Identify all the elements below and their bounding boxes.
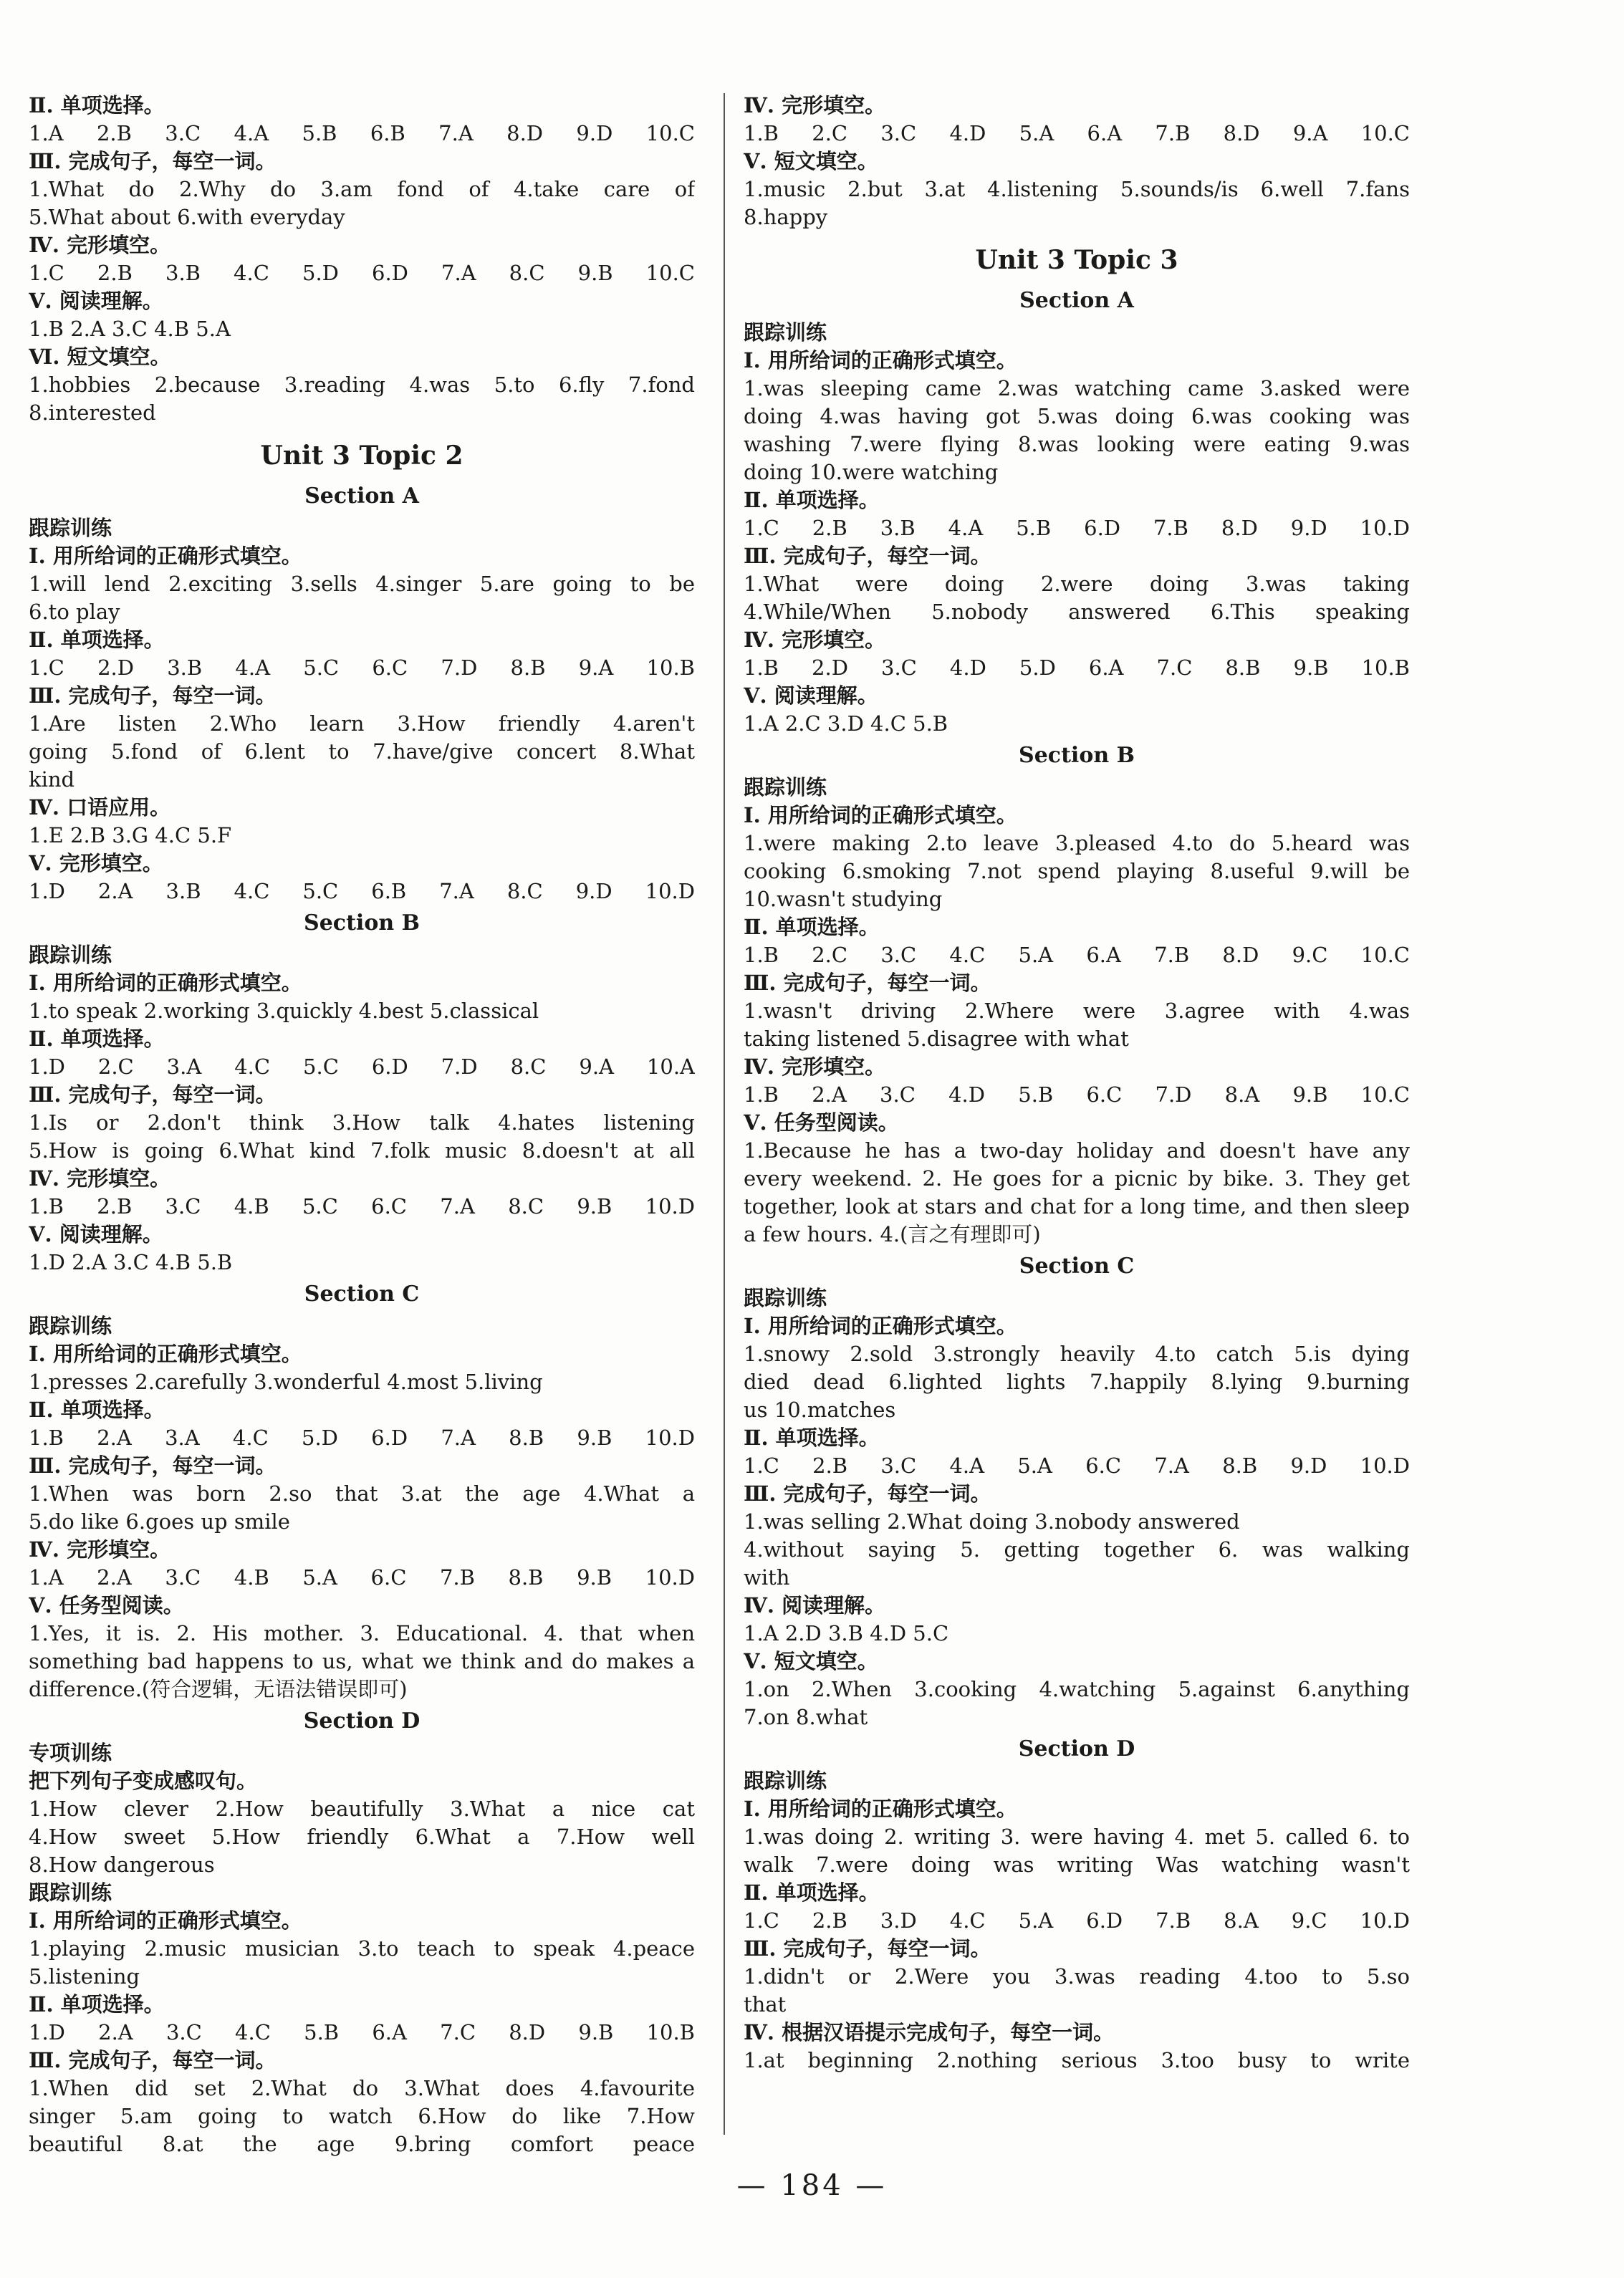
answer-line: 1.wasn't driving 2.Where were 3.agree with 4.was: [744, 999, 1410, 1023]
answer-line: 5.do like 6.goes up smile: [29, 1509, 290, 1534]
exercise-heading: Ⅴ. 短文填空。: [744, 1649, 878, 1673]
answer-line: 1.Is or 2.don't think 3.How talk 4.hates listening: [29, 1110, 695, 1135]
answer-line: 4.without saying 5. getting together 6. was walking: [744, 1537, 1410, 1562]
answer-line: 1.Because he has a two-day holiday and doesn't have any: [744, 1138, 1410, 1163]
exercise-heading: Ⅳ. 完形填空。: [29, 233, 171, 257]
exercise-heading: Ⅲ. 完成句子，每空一词。: [29, 149, 277, 173]
exercise-heading: 把下列句子变成感叹句。: [29, 1769, 258, 1793]
exercise-heading: Ⅳ. 根据汉语提示完成句子，每空一词。: [744, 2020, 1115, 2044]
answer-line: walk 7.were doing was writing Was watching wasn't: [744, 1852, 1410, 1877]
answer-line: 10.wasn't studying: [744, 887, 943, 911]
answer-line: 5.listening: [29, 1964, 140, 1989]
unit-topic-heading: Unit 3 Topic 3: [975, 245, 1178, 275]
answer-line: 5.What about 6.with everyday: [29, 205, 345, 229]
answer-line: 8.interested: [29, 400, 156, 425]
answer-line: 1.didn't or 2.Were you 3.was reading 4.too to 5.so: [744, 1964, 1410, 1989]
answer-line: difference.(符合逻辑，无语法错误即可): [29, 1677, 408, 1701]
answer-line: 1.E 2.B 3.G 4.C 5.F: [29, 823, 232, 847]
answer-line: together, look at stars and chat for a long time, and then sleep: [744, 1194, 1410, 1219]
exercise-heading: 跟踪训练: [29, 1314, 112, 1338]
exercise-heading: 专项训练: [29, 1741, 112, 1765]
answer-line: 1.Are listen 2.Who learn 3.How friendly 4.aren't: [29, 711, 695, 736]
exercise-heading: Ⅲ. 完成句子，每空一词。: [29, 683, 277, 708]
section-heading: Section D: [1018, 1736, 1135, 1762]
column-divider: [724, 93, 725, 2135]
exercise-heading: Ⅰ. 用所给词的正确形式填空。: [744, 1314, 1017, 1338]
exercise-heading: Ⅳ. 完形填空。: [29, 1166, 171, 1191]
exercise-heading: Ⅳ. 口语应用。: [29, 795, 171, 820]
answer-line: 1.A 2.D 3.B 4.D 5.C: [744, 1621, 949, 1645]
exercise-heading: Ⅰ. 用所给词的正确形式填空。: [29, 1342, 302, 1366]
answer-line: 4.While/When 5.nobody answered 6.This speaking: [744, 600, 1410, 624]
section-heading: Section B: [304, 910, 420, 936]
answer-line: 1.music 2.but 3.at 4.listening 5.sounds/is 6.well 7.fans: [744, 177, 1410, 201]
exercise-heading: Ⅱ. 单项选择。: [29, 1992, 165, 2017]
answer-line: beautiful 8.at the age 9.bring comfort peace: [29, 2132, 695, 2156]
right-column: [744, 92, 1410, 2075]
answer-line: 1.Yes, it is. 2. His mother. 3. Educational. 4. that when: [29, 1621, 695, 1645]
answer-line: 1.D 2.A 3.C 4.C 5.B 6.A 7.C 8.D 9.B 10.B: [29, 2020, 695, 2044]
answer-line: kind: [29, 767, 75, 792]
exercise-heading: Ⅰ. 用所给词的正确形式填空。: [29, 971, 302, 995]
exercise-heading: Ⅳ. 完形填空。: [744, 93, 886, 117]
exercise-heading: Ⅰ. 用所给词的正确形式填空。: [744, 348, 1017, 373]
answer-line: doing 10.were watching: [744, 460, 999, 484]
page-number: — 184 —: [736, 2169, 888, 2202]
unit-topic-heading: Unit 3 Topic 2: [260, 441, 463, 471]
answer-line: 1.When was born 2.so that 3.at the age 4.What a: [29, 1481, 695, 1506]
answer-line: 1.D 2.C 3.A 4.C 5.C 6.D 7.D 8.C 9.A 10.A: [29, 1054, 695, 1079]
exercise-heading: Ⅳ. 完形填空。: [29, 1537, 171, 1562]
answer-line: 1.D 2.A 3.C 4.B 5.B: [29, 1250, 233, 1274]
answer-line: 1.snowy 2.sold 3.strongly heavily 4.to catch 5.is dying: [744, 1342, 1410, 1366]
answer-line: doing 4.was having got 5.was doing 6.was cooking was: [744, 404, 1410, 428]
exercise-heading: Ⅰ. 用所给词的正确形式填空。: [29, 544, 302, 568]
exercise-heading: Ⅱ. 单项选择。: [744, 488, 880, 512]
answer-line: 1.A 2.B 3.C 4.A 5.B 6.B 7.A 8.D 9.D 10.C: [29, 121, 695, 145]
answer-line: 1.B 2.A 3.C 4.B 5.A: [29, 317, 231, 341]
exercise-heading: Ⅰ. 用所给词的正确形式填空。: [744, 1797, 1017, 1821]
exercise-heading: Ⅱ. 单项选择。: [29, 93, 165, 117]
answer-line: going 5.fond of 6.lent to 7.have/give concert 8.What: [29, 739, 695, 764]
answer-line: taking listened 5.disagree with what: [744, 1027, 1129, 1051]
exercise-heading: Ⅴ. 短文填空。: [744, 149, 878, 173]
answer-line: 8.happy: [744, 205, 828, 229]
exercise-heading: Ⅲ. 完成句子，每空一词。: [744, 971, 991, 995]
answer-line: died dead 6.lighted lights 7.happily 8.lying 9.burning: [744, 1370, 1410, 1394]
exercise-heading: Ⅴ. 阅读理解。: [29, 1222, 163, 1246]
answer-line: 1.presses 2.carefully 3.wonderful 4.most 5.living: [29, 1370, 543, 1394]
answer-line: 1.hobbies 2.because 3.reading 4.was 5.to 6.fly 7.fond: [29, 373, 695, 397]
exercise-heading: Ⅱ. 单项选择。: [29, 1027, 165, 1051]
answer-line: 1.C 2.B 3.C 4.A 5.A 6.C 7.A 8.B 9.D 10.D: [744, 1453, 1410, 1478]
answer-line: 1.to speak 2.working 3.quickly 4.best 5.classical: [29, 999, 539, 1023]
exercise-heading: Ⅱ. 单项选择。: [29, 628, 165, 652]
exercise-heading: 跟踪训练: [29, 516, 112, 540]
exercise-heading: Ⅵ. 短文填空。: [29, 345, 171, 369]
exercise-heading: 跟踪训练: [744, 775, 827, 799]
answer-line: 1.How clever 2.How beautifully 3.What a nice cat: [29, 1797, 695, 1821]
answer-line: 1.B 2.A 3.A 4.C 5.D 6.D 7.A 8.B 9.B 10.D: [29, 1426, 695, 1450]
section-heading: Section D: [303, 1708, 421, 1734]
exercise-heading: Ⅲ. 完成句子，每空一词。: [29, 1082, 277, 1107]
exercise-heading: 跟踪训练: [744, 320, 827, 345]
answer-line: 1.at beginning 2.nothing serious 3.too busy to write: [744, 2048, 1410, 2072]
exercise-heading: Ⅲ. 完成句子，每空一词。: [29, 1453, 277, 1478]
answer-line: washing 7.were flying 8.was looking were eating 9.was: [744, 432, 1410, 456]
answer-line: 1.D 2.A 3.B 4.C 5.C 6.B 7.A 8.C 9.D 10.D: [29, 879, 695, 903]
answer-line: 4.How sweet 5.How friendly 6.What a 7.How well: [29, 1825, 695, 1849]
exercise-heading: Ⅴ. 任务型阅读。: [744, 1110, 899, 1135]
exercise-heading: Ⅲ. 完成句子，每空一词。: [29, 2048, 277, 2072]
answer-line: 7.on 8.what: [744, 1705, 868, 1729]
section-heading: Section A: [1019, 288, 1134, 313]
answer-line: 1.on 2.When 3.cooking 4.watching 5.against 6.anything: [744, 1677, 1410, 1701]
exercise-heading: Ⅰ. 用所给词的正确形式填空。: [744, 803, 1017, 827]
exercise-heading: Ⅲ. 完成句子，每空一词。: [744, 1481, 991, 1506]
exercise-heading: Ⅴ. 阅读理解。: [29, 289, 163, 313]
answer-line: 1.was selling 2.What doing 3.nobody answered: [744, 1509, 1240, 1534]
section-heading: Section B: [1019, 743, 1135, 768]
answer-line: 1.B 2.C 3.C 4.C 5.A 6.A 7.B 8.D 9.C 10.C: [744, 943, 1410, 967]
exercise-heading: Ⅰ. 用所给词的正确形式填空。: [29, 1908, 302, 1933]
answer-line: 1.B 2.C 3.C 4.D 5.A 6.A 7.B 8.D 9.A 10.C: [744, 121, 1410, 145]
answer-line: 1.What do 2.Why do 3.am fond of 4.take care of: [29, 177, 695, 201]
answer-line: every weekend. 2. He goes for a picnic by bike. 3. They get: [744, 1166, 1410, 1191]
answer-line: us 10.matches: [744, 1398, 896, 1422]
exercise-heading: 跟踪训练: [29, 943, 112, 967]
exercise-heading: Ⅱ. 单项选择。: [29, 1398, 165, 1422]
answer-line: something bad happens to us, what we think and do makes a: [29, 1649, 695, 1673]
answer-line: 1.B 2.B 3.C 4.B 5.C 6.C 7.A 8.C 9.B 10.D: [29, 1194, 695, 1219]
exercise-heading: Ⅴ. 任务型阅读。: [29, 1593, 184, 1618]
section-heading: Section C: [1019, 1254, 1135, 1279]
answer-line: 8.How dangerous: [29, 1852, 215, 1877]
answer-line: 1.were making 2.to leave 3.pleased 4.to do 5.heard was: [744, 831, 1410, 855]
exercise-heading: 跟踪训练: [744, 1286, 827, 1310]
exercise-heading: Ⅳ. 完形填空。: [744, 628, 886, 652]
answer-line: 1.was sleeping came 2.was watching came 3.asked were: [744, 376, 1410, 400]
answer-line: 1.What were doing 2.were doing 3.was taking: [744, 572, 1410, 596]
exercise-heading: Ⅴ. 完形填空。: [29, 851, 163, 875]
answer-line: 1.C 2.D 3.B 4.A 5.C 6.C 7.D 8.B 9.A 10.B: [29, 655, 695, 680]
exercise-heading: 跟踪训练: [29, 1880, 112, 1905]
section-heading: Section A: [304, 484, 419, 509]
answer-line: 5.How is going 6.What kind 7.folk music 8.doesn't at all: [29, 1138, 695, 1163]
answer-line: cooking 6.smoking 7.not spend playing 8.useful 9.will be: [744, 859, 1410, 883]
answer-line: 1.A 2.C 3.D 4.C 5.B: [744, 711, 948, 736]
answer-line: singer 5.am going to watch 6.How do like 7.How: [29, 2104, 695, 2128]
answer-line: 1.will lend 2.exciting 3.sells 4.singer 5.are going to be: [29, 572, 695, 596]
answer-line: 1.playing 2.music musician 3.to teach to speak 4.peace: [29, 1936, 695, 1961]
answer-line: 1.B 2.D 3.C 4.D 5.D 6.A 7.C 8.B 9.B 10.B: [744, 655, 1410, 680]
answer-line: 1.C 2.B 3.B 4.A 5.B 6.D 7.B 8.D 9.D 10.D: [744, 516, 1410, 540]
section-heading: Section C: [304, 1282, 420, 1307]
exercise-heading: 跟踪训练: [744, 1769, 827, 1793]
answer-line: 6.to play: [29, 600, 120, 624]
exercise-heading: Ⅱ. 单项选择。: [744, 1426, 880, 1450]
exercise-heading: Ⅴ. 阅读理解。: [744, 683, 878, 708]
exercise-heading: Ⅲ. 完成句子，每空一词。: [744, 1936, 991, 1961]
exercise-heading: Ⅱ. 单项选择。: [744, 1880, 880, 1905]
left-column: [29, 92, 695, 2158]
answer-line: 1.C 2.B 3.B 4.C 5.D 6.D 7.A 8.C 9.B 10.C: [29, 261, 695, 285]
answer-line: that: [744, 1992, 787, 2017]
answer-line: 1.A 2.A 3.C 4.B 5.A 6.C 7.B 8.B 9.B 10.D: [29, 1565, 695, 1590]
answer-line: 1.C 2.B 3.D 4.C 5.A 6.D 7.B 8.A 9.C 10.D: [744, 1908, 1410, 1933]
exercise-heading: Ⅳ. 阅读理解。: [744, 1593, 886, 1618]
exercise-heading: Ⅲ. 完成句子，每空一词。: [744, 544, 991, 568]
answer-line: with: [744, 1565, 790, 1590]
answer-line: 1.B 2.A 3.C 4.D 5.B 6.C 7.D 8.A 9.B 10.C: [744, 1082, 1410, 1107]
answer-line: 1.When did set 2.What do 3.What does 4.favourite: [29, 2076, 695, 2100]
answer-line: a few hours. 4.(言之有理即可): [744, 1222, 1041, 1246]
exercise-heading: Ⅱ. 单项选择。: [744, 915, 880, 939]
exercise-heading: Ⅳ. 完形填空。: [744, 1054, 886, 1079]
answer-line: 1.was doing 2. writing 3. were having 4. met 5. called 6. to: [744, 1825, 1410, 1849]
